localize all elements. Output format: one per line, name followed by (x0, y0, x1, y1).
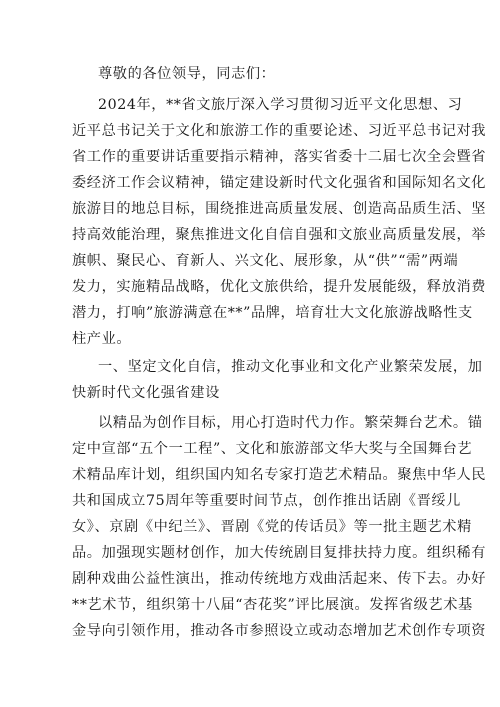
text-line: 省工作的重要讲话重要指示精神，落实省委十二届七次全会暨省 (72, 149, 487, 165)
text-line: 旗帜、聚民心、育新人、兴文化、展形象，从“供”“需”两端 (72, 253, 459, 269)
text-line: 发力，实施精品战略，优化文旅供给，提升发展能级，释放消费 (72, 279, 487, 295)
text-line: 术精品库计划，组织国内知名专家打造艺术精品。聚焦中华人民 (72, 467, 487, 483)
text-line: 潜力，打响”旅游满意在**”品牌，培育壮大文化旅游战略性支 (72, 305, 473, 321)
text-line: 金导向引领作用，推动各市参照设立或动态增加艺术创作专项资 (72, 623, 487, 639)
text-line: 共和国成立75周年等重要时间节点，创作推出话剧《晋绥儿 (72, 493, 461, 509)
text-line: 柱产业。 (72, 331, 132, 347)
text-line: 委经济工作会议精神，锚定建设新时代文化强省和国际知名文化 (72, 175, 487, 191)
text-line: **艺术节，组织第十八届“杏花奖”评比展演。发挥省级艺术基 (72, 597, 473, 613)
text-line: 剧种戏曲公益性演出，推动传统地方戏曲活起来、传下去。办好 (72, 571, 487, 587)
text-line: 定中宣部“五个一工程”、文化和旅游部文华大奖与全国舞台艺 (72, 441, 473, 457)
text-line: 快新时代文化强省建设 (72, 385, 220, 401)
salutation: 尊敬的各位领导，同志们： (98, 66, 276, 82)
text-line: 旅游目的地总目标，围绕推进高质量发展、创造高品质生活、坚 (72, 201, 487, 217)
text-line: 持高效能治理，聚焦推进文化自信自强和文旅业高质量发展，举 (72, 227, 487, 243)
text-line: 品。加强现实题材创作，加大传统剧目复排扶持力度。组织稀有 (72, 545, 487, 561)
text-line: 2024年，**省文旅厅深入学习贯彻习近平文化思想、习 (98, 97, 463, 113)
text-line: 近平总书记关于文化和旅游工作的重要论述、习近平总书记对我 (72, 123, 487, 139)
text-line: 女》、京剧《中纪兰》、晋剧《党的传话员》等一批主题艺术精 (72, 519, 472, 535)
text-line: 以精品为创作目标，用心打造时代力作。繁荣舞台艺术。锚 (98, 415, 483, 431)
text-line: 一、坚定文化自信，推动文化事业和文化产业繁荣发展，加 (98, 359, 483, 375)
